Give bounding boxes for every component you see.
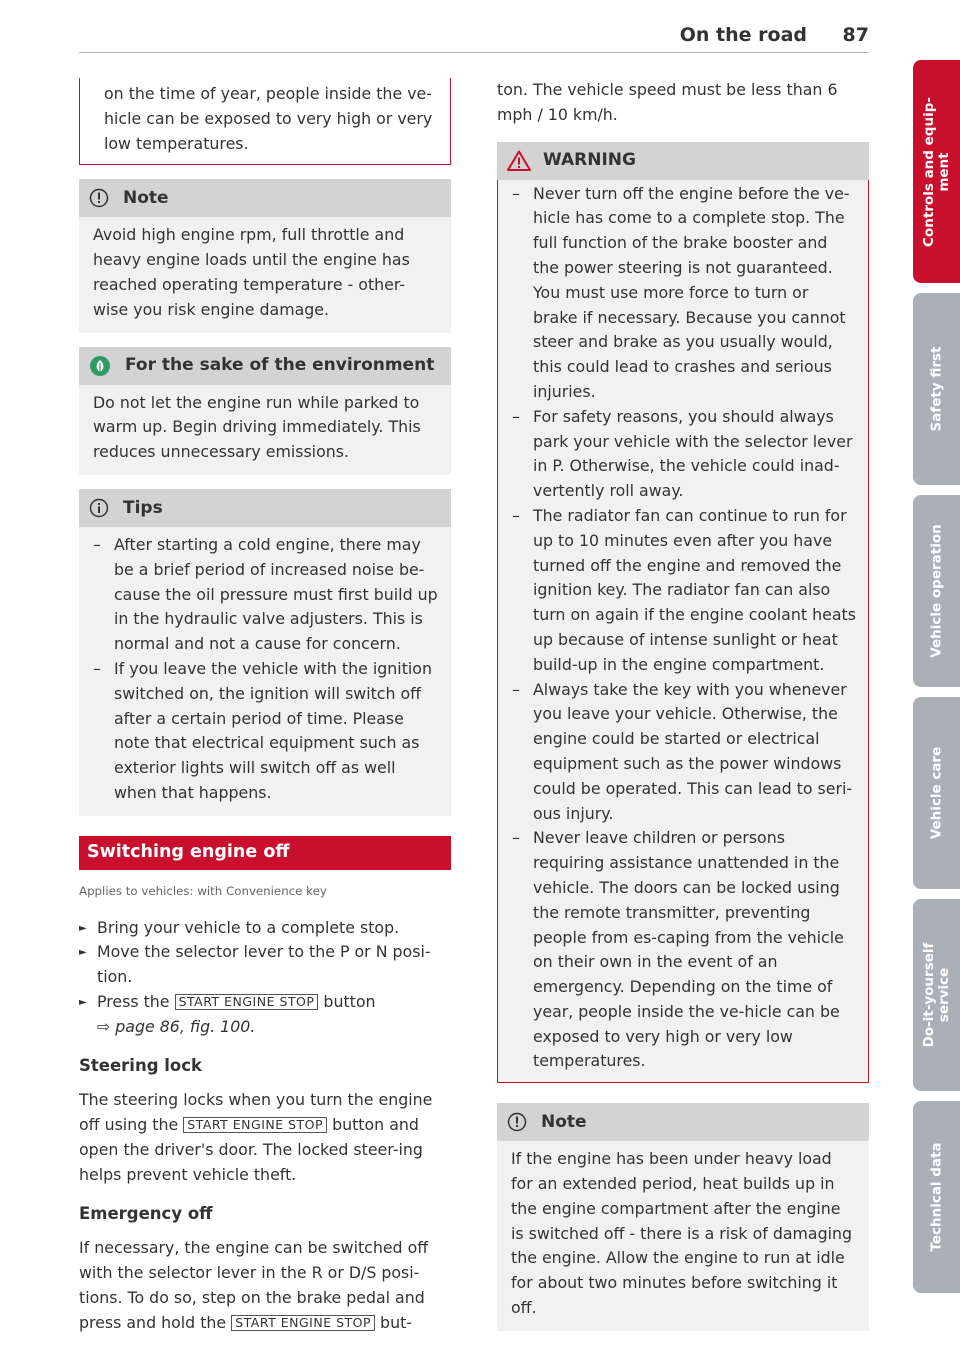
warning-title: WARNING xyxy=(543,150,636,171)
paragraph-text: If necessary, the engine can be switched off with the selector lever in the R or D/S posi-tions. To do so, step on the brake pedal and press and hold the xyxy=(79,1238,429,1332)
tab-vehicle-operation[interactable] xyxy=(913,495,960,687)
info-circle-icon xyxy=(89,498,109,518)
environment-title: For the sake of the environment xyxy=(125,355,435,376)
note-title: Note xyxy=(123,187,169,208)
note-box xyxy=(79,179,451,332)
tab-technical-data[interactable] xyxy=(913,1101,960,1293)
steps-list xyxy=(79,916,451,1040)
warning-item: – Always take the key with you whenever you leave your vehicle. Otherwise, the engine could be started or electrical equipment such as the power windows could be operated. This can lead to seri-ous injury. xyxy=(512,678,856,827)
paragraph-text: button and open the driver's door. The locked steer-ing helps prevent vehicle theft. xyxy=(79,1115,423,1184)
tab-label: Vehicle care xyxy=(928,746,944,840)
step-text: Press the xyxy=(97,991,170,1011)
step-item xyxy=(79,990,451,1040)
tab-label: Safety first xyxy=(928,346,944,432)
emergency-off-paragraph xyxy=(79,1236,451,1335)
paragraph-text: but- xyxy=(380,1312,412,1332)
exclamation-circle-icon xyxy=(507,1112,527,1132)
note-title-right: Note xyxy=(541,1111,587,1132)
tab-label: Do-it-yourself service xyxy=(920,942,952,1048)
note-box-right xyxy=(497,1103,869,1331)
tips-header xyxy=(79,489,451,527)
continuation-text: ton. The vehicle speed must be less than 6 mph / 10 km/h. xyxy=(497,80,838,124)
tab-label: Vehicle operation xyxy=(928,524,944,658)
header-section-title: On the road xyxy=(679,24,807,46)
step-text: button xyxy=(323,991,376,1011)
warning-item: – The radiator fan can continue to run for up to 10 minutes even after you have turned off the engine and removed the ignition key. The radiator fan can also turn on again if the engine coolant heats up because of intense sunlight or heat build-up in the engine compartment. xyxy=(512,504,856,678)
note-body-right: If the engine has been under heavy load for an extended period, heat builds up in the engine compartment after the engine is switched off - there is a risk of damaging the engine. Allow the engine to run at idle for about two minutes before switching it off. xyxy=(511,1149,853,1318)
warning-continuation-text: on the time of year, people inside the ve-hicle can be exposed to very high or very low temperatures. xyxy=(104,84,433,153)
exclamation-circle-icon xyxy=(89,188,109,208)
tab-safety-first[interactable] xyxy=(913,293,960,485)
warning-item: – Never turn off the engine before the ve-hicle has come to a complete stop. The full function of the brake booster and the power steering is not guaranteed. You must use more force to turn or brake if necessary. Because you cannot steer and brake as you usually would, this could lead to crashes and serious injuries. xyxy=(512,182,856,405)
warning-item: – Never leave children or persons requiring assistance unattended in the vehicle. The doors can be locked using the remote transmitter, preventing people from es-caping from the vehicle on their own in the event of an emergency. Depending on the time of year, people inside the ve-hicle can be exposed to very high or very low temperatures. xyxy=(512,826,856,1074)
tips-box xyxy=(79,489,451,816)
tab-do-it-yourself-service[interactable] xyxy=(913,899,960,1091)
environment-box xyxy=(79,347,451,475)
leaf-circle-icon xyxy=(89,355,111,377)
steering-lock-paragraph xyxy=(79,1088,451,1187)
step-item: ► Bring your vehicle to a complete stop. xyxy=(79,916,451,941)
left-column xyxy=(79,78,451,1335)
warning-list xyxy=(512,182,856,1075)
warning-continuation-box xyxy=(79,78,451,165)
warning-triangle-icon xyxy=(507,150,531,171)
tips-item: – After starting a cold engine, there may be a brief period of increased noise be-cause the oil pressure must first build up in the hydraulic valve adjusters. This is normal and not a cause for concern. xyxy=(93,533,439,657)
note-body: Avoid high engine rpm, full throttle and heavy engine loads until the engine has reached operating temperature - other-wise you risk engine damage. xyxy=(93,225,410,319)
environment-header xyxy=(79,347,451,385)
paragraph-text: The steering locks when you turn the engine off using the xyxy=(79,1090,433,1135)
tips-list xyxy=(93,533,439,806)
tab-controls-and-equipment[interactable] xyxy=(913,60,960,283)
tips-title: Tips xyxy=(123,497,163,518)
warning-box xyxy=(497,142,869,1084)
page-reference-link[interactable]: ⇨ page 86, fig. 100. xyxy=(97,1016,256,1036)
applies-to-text: Applies to vehicles: with Convenience key xyxy=(79,883,327,898)
page-number: 87 xyxy=(842,24,869,46)
note-header xyxy=(79,179,451,217)
tab-vehicle-care[interactable] xyxy=(913,697,960,889)
start-engine-stop-key: START ENGINE STOP xyxy=(175,994,319,1010)
page-header xyxy=(79,22,869,53)
note-header-right xyxy=(497,1103,869,1141)
environment-body: Do not let the engine run while parked to warm up. Begin driving immediately. This reduces unnecessary emissions. xyxy=(93,392,421,462)
tab-label: Controls and equip- ment xyxy=(920,96,952,247)
steering-lock-heading: Steering lock xyxy=(79,1055,202,1075)
start-engine-stop-key: START ENGINE STOP xyxy=(183,1117,327,1133)
step-item: ► Move the selector lever to the P or N posi-tion. xyxy=(79,940,451,990)
warning-header xyxy=(497,142,869,180)
emergency-off-heading: Emergency off xyxy=(79,1203,213,1223)
warning-item: – For safety reasons, you should always park your vehicle with the selector lever in P. Otherwise, the vehicle could inad-vertently roll away. xyxy=(512,405,856,504)
tips-item: – If you leave the vehicle with the ignition switched on, the ignition will switch off after a certain period of time. Please note that electrical equipment such as exterior lights will switch off as well when that happens. xyxy=(93,657,439,806)
section-heading: Switching engine off xyxy=(79,836,451,870)
tab-label: Technical data xyxy=(928,1142,944,1252)
start-engine-stop-key: START ENGINE STOP xyxy=(231,1315,375,1331)
right-column xyxy=(497,78,869,1331)
